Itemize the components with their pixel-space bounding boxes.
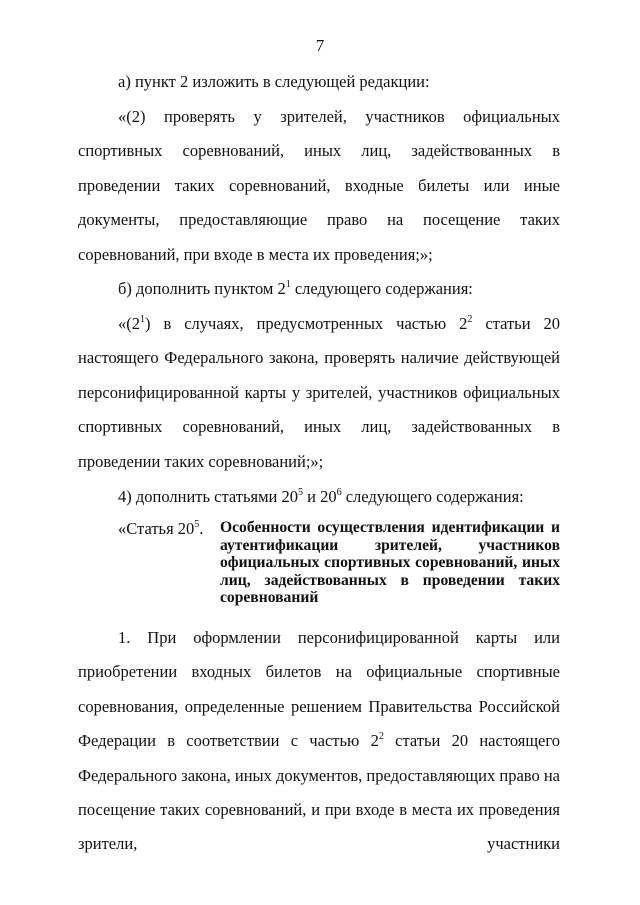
item-4-after: следующего содержания: [341,487,524,506]
item-4-middle: и 20 [303,487,337,506]
section-1-after: статьи 20 настоящего Федерального закона, иных документов, предоставляющих право на посещение таких соревнований, и при входе в места их проведения зрители, участники [78,731,560,854]
article-label [118,519,203,539]
section-1-sup: 2 [378,731,384,743]
clause-2-1 [78,307,560,479]
clause-2-text: «(2) проверять у зрителей, участников официальных спортивных соревнований, иных лиц, задействованных в проведении таких соревнований, входные билеты или иные документы, предоставляющие право на посещение таких соревнований, при входе в места их проведения;»; [78,107,560,264]
paragraph-b-sup: 1 [285,279,291,290]
paragraph-b-after: следующего содержания: [290,279,473,298]
clause-2-1-sup-2: 2 [467,314,473,325]
paragraph-b-before: б) дополнить пунктом 2 [118,279,286,298]
article-label-sup: 5 [194,519,200,530]
article-title: Особенности осуществления идентификации и аутентификации зрителей, участников официальных спортивных соревнований, иных лиц, задействованных в проведении таких соревнований [220,519,560,607]
clause-2 [78,100,560,272]
paragraph-a [78,65,560,99]
item-4-text [78,480,560,514]
item-4-before: 4) дополнить статьями 20 [118,487,298,506]
article-heading [118,519,560,615]
page-number: 7 [315,36,325,55]
item-4-sup-1: 5 [298,487,303,498]
clause-2-1-rest: статьи 20 настоящего Федерального закона, проверять наличие действующей персонифицированной карты у зрителей, участников официальных спортивных соревнований, иных лиц, задействованных в проведении таких соревнований;»; [78,314,561,471]
article-label-before: «Статья 20 [118,519,195,538]
paragraph-b-text [78,272,560,306]
item-4 [78,480,560,514]
section-1 [78,621,560,862]
article-label-after: . [199,519,204,538]
paragraph-a-text: а) пункт 2 изложить в следующей редакции: [118,72,430,91]
section-1-text [78,621,560,862]
clause-2-1-middle: ) в случаях, предусмотренных частью 2 [145,314,468,333]
section-1-before: 1. При оформлении персонифицированной карты или приобретении входных билетов на официальные спортивные соревнования, определенные решением Правительства Российской Федерации в соответствии с частью 2 [78,628,560,751]
clause-2-1-text [78,307,560,479]
clause-2-1-sup-1: 1 [140,314,145,325]
item-4-sup-2: 6 [336,487,342,498]
clause-2-1-open: «(2 [118,314,140,333]
paragraph-b [78,272,560,306]
